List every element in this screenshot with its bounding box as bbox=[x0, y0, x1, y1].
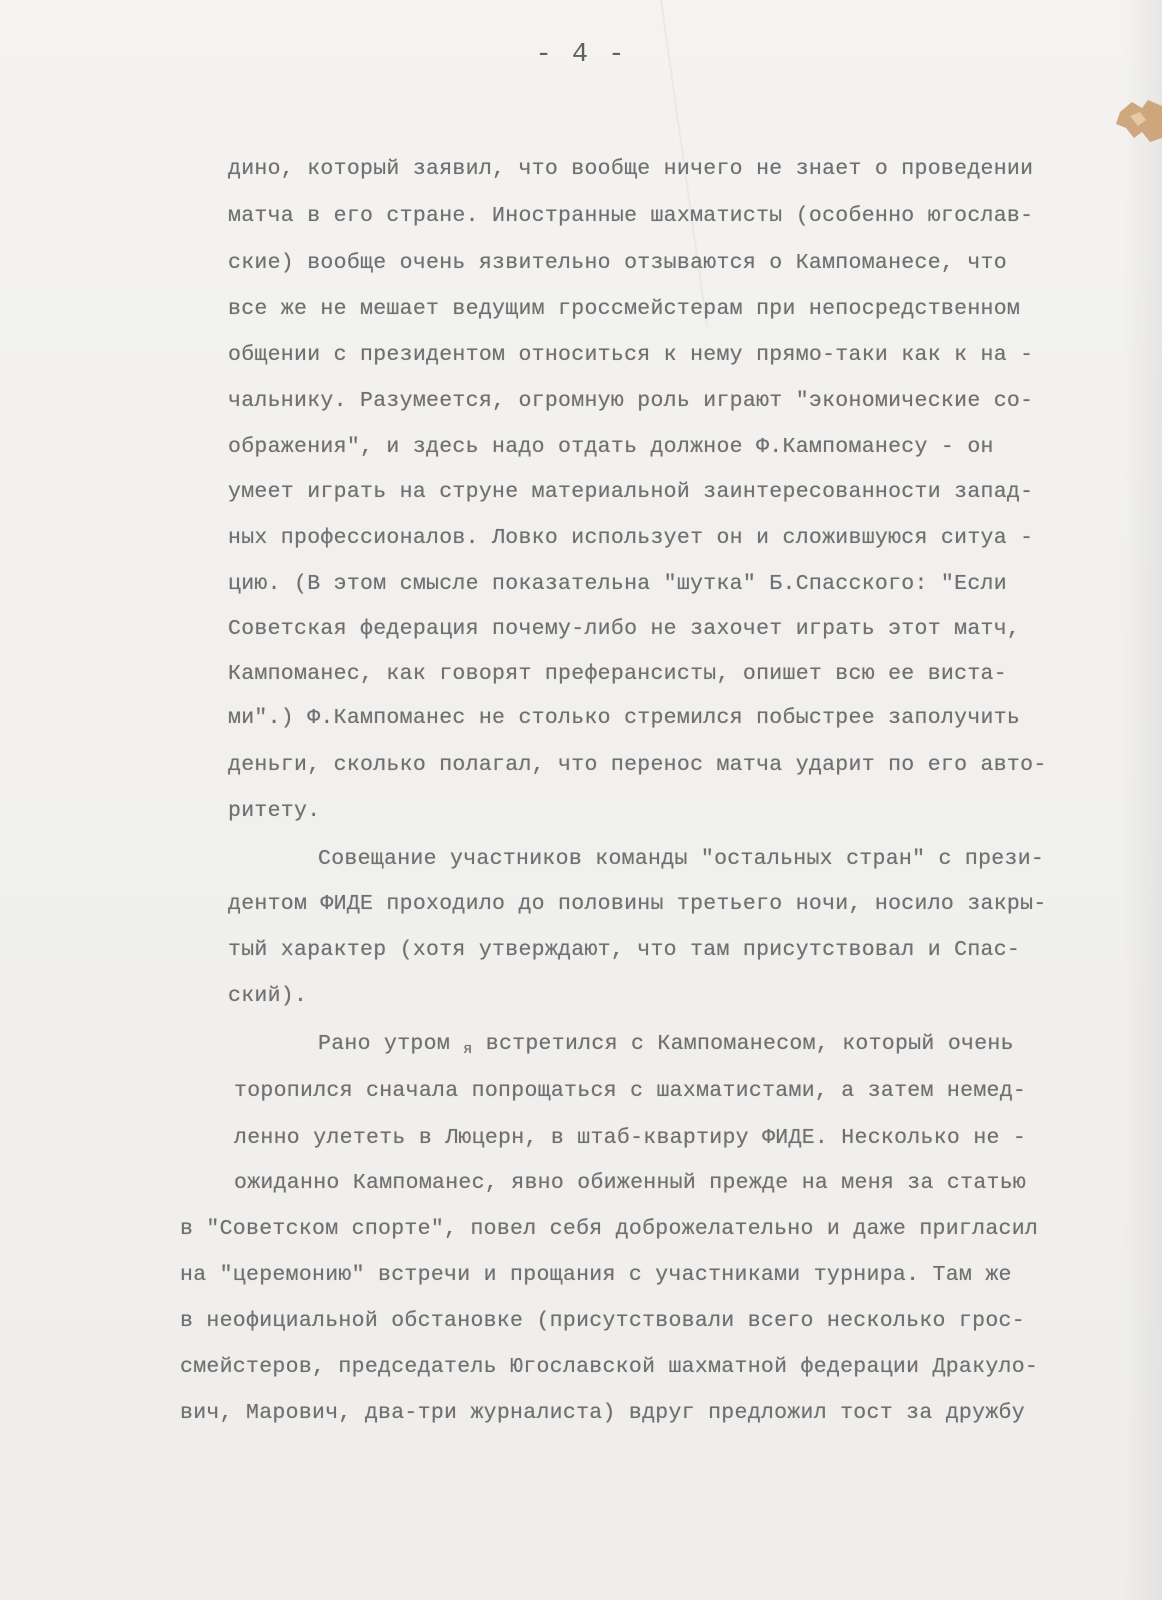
text-line: ных профессионалов. Ловко использует он и сложившуюся ситуа - bbox=[228, 526, 1034, 550]
text-line: ми".) Ф.Кампоманес не столько стремился побыстрее заполучить bbox=[228, 706, 1021, 730]
text-line: смейстеров, председатель Югославской шахматной федерации Дракуло- bbox=[180, 1355, 1039, 1379]
text-line: дентом ФИДЕ проходило до половины третьего ночи, носило закры- bbox=[228, 892, 1047, 916]
text-line: на "церемонию" встречи и прощания с участниками турнира. Там же bbox=[180, 1263, 1012, 1287]
text-line: чальнику. Разумеется, огромную роль играют "экономические со- bbox=[228, 389, 1034, 413]
text-line: тый характер (хотя утверждают, что там присутствовал и Спас- bbox=[228, 938, 1021, 962]
text-line: ский). bbox=[228, 984, 308, 1008]
handwritten-insertion: я bbox=[463, 1041, 473, 1058]
text-line bbox=[318, 1034, 1014, 1056]
text-line: ленно улететь в Люцерн, в штаб-квартиру ФИДЕ. Несколько не - bbox=[234, 1126, 1027, 1150]
text-line: ские) вообще очень язвительно отзываются о Кампоманесе, что bbox=[228, 251, 1007, 275]
text-line: Кампоманес, как говорят преферансисты, опишет всю ее виста- bbox=[228, 662, 1007, 686]
text-line: умеет играть на струне материальной заинтересованности запад- bbox=[228, 480, 1034, 504]
text-line: вич, Марович, два-три журналиста) вдруг предложил тост за дружбу bbox=[180, 1401, 1025, 1425]
text-line: ритету. bbox=[228, 799, 321, 823]
text-line: Советская федерация почему-либо не захочет играть этот матч, bbox=[228, 617, 1021, 641]
text-line: дино, который заявил, что вообще ничего не знает о проведении bbox=[228, 157, 1034, 181]
text-line: в "Советском спорте", повел себя доброжелательно и даже пригласил bbox=[180, 1217, 1039, 1241]
text-line: ображения", и здесь надо отдать должное Ф.Кампоманесу - он bbox=[228, 435, 994, 459]
text-line: торопился сначала попрощаться с шахматистами, а затем немед- bbox=[234, 1079, 1027, 1103]
text-line: общении с президентом относиться к нему прямо-таки как к на - bbox=[228, 343, 1034, 367]
text-fragment: встретился с Кампоманесом, который очень bbox=[472, 1032, 1014, 1056]
text-line: Совещание участников команды "остальных стран" с прези- bbox=[318, 847, 1045, 871]
text-line: ожиданно Кампоманес, явно обиженный прежде на меня за статью bbox=[234, 1171, 1027, 1195]
text-line: цию. (В этом смысле показательна "шутка" Б.Спасского: "Если bbox=[228, 572, 1007, 596]
page-number: - 4 - bbox=[535, 40, 627, 70]
text-line: матча в его стране. Иностранные шахматисты (особенно югослав- bbox=[228, 204, 1034, 228]
text-fragment: Рано утром bbox=[318, 1032, 464, 1056]
text-line: деньги, сколько полагал, что перенос матча ударит по его авто- bbox=[228, 753, 1047, 777]
text-line: все же не мешает ведущим гроссмейстерам при непосредственном bbox=[228, 297, 1021, 321]
text-line: в неофициальной обстановке (присутствовали всего несколько грос- bbox=[180, 1309, 1025, 1333]
